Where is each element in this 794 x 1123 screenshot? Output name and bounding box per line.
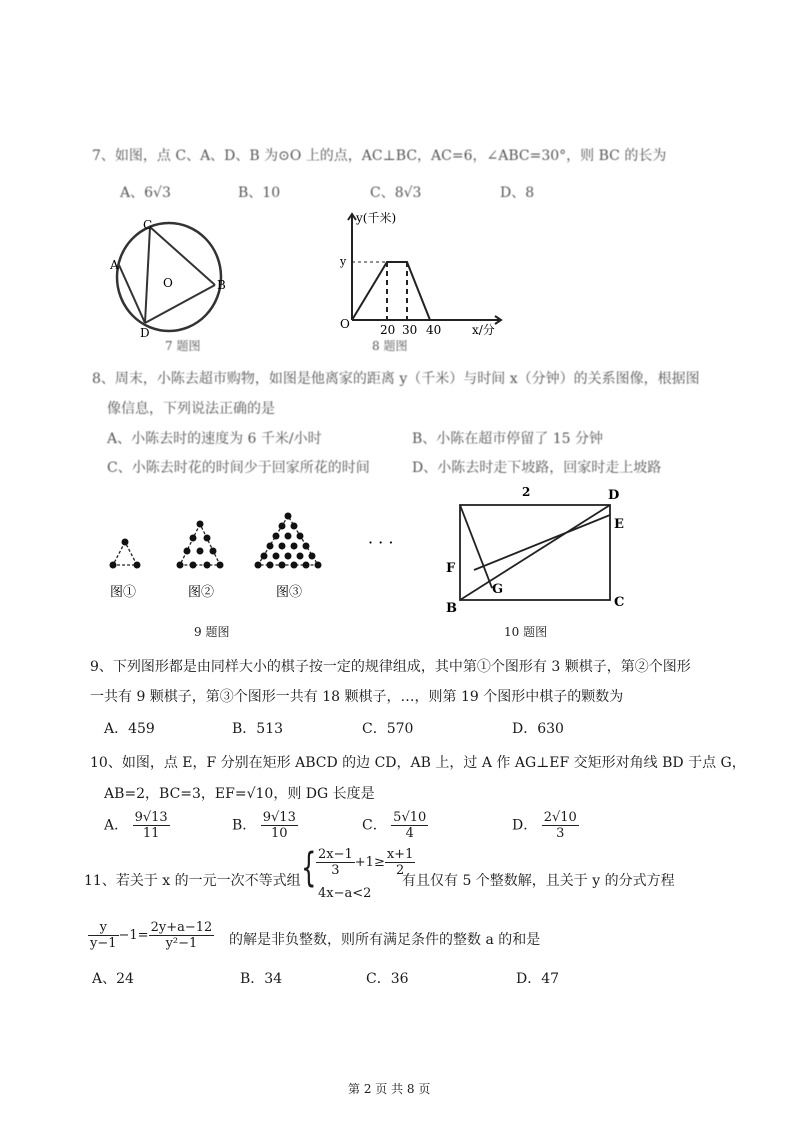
q7-option-c: C、8√3: [370, 185, 422, 201]
q10-label-c: C: [614, 595, 625, 610]
q11-eq-den2: y²−1: [165, 936, 198, 951]
q10-label-d: D: [608, 488, 620, 503]
q8-stem-line1: 8、周末，小陈去超市购物，如图是他离家的距离 y（千米）与时间 x（分钟）的关系图像，根据图: [92, 371, 700, 387]
q7-option-b: B、10: [238, 185, 281, 201]
q11-ineq1-num1: 2x−1: [318, 847, 353, 862]
q10-label-f: F: [446, 561, 456, 576]
q10-option-a-num: 9√13: [134, 810, 168, 825]
q11-brace: {: [301, 845, 317, 891]
q9-label-1: 图①: [110, 585, 137, 600]
q11-ineq1-mid: +1≥: [354, 855, 385, 870]
q11-prefix: 11、若关于 x 的一元一次不等式组: [84, 873, 301, 889]
q11-eq-num2: 2y+a−12: [150, 920, 213, 935]
q7-option-a: A、6√3: [120, 185, 171, 201]
q8-y-tick: y: [340, 255, 347, 268]
q7-stem: 7、如图，点 C、A、D、B 为⊙O 上的点，AC⊥BC，AC=6，∠ABC=30°，则 BC 的长为: [92, 148, 667, 164]
q10-option-d-num: 2√10: [543, 810, 577, 825]
q8-x-tick-20: 20: [380, 323, 396, 337]
q11-ineq1-num2: x+1: [386, 847, 414, 862]
q10-label-g: G: [492, 582, 504, 597]
q10-option-b-den: 10: [271, 826, 288, 841]
q10-option-c: [362, 810, 428, 841]
q10-option-c-letter: C．: [362, 817, 387, 834]
q10-stem-line1: 10、如图，点 E，F 分别在矩形 ABCD 的边 CD，AB 上，过 A 作 AG⊥EF 交矩形对角线 BD 于点 G，: [90, 755, 746, 771]
q11-eq-mid: −1=: [118, 928, 149, 943]
q11-ineq1-den2: 2: [395, 863, 405, 878]
q10-option-d: [512, 810, 579, 841]
page-footer: 第 2 页 共 8 页: [348, 1082, 431, 1096]
q10-label-b: B: [446, 601, 457, 616]
q7-label-o: O: [163, 276, 173, 290]
q11-equation: [88, 920, 214, 951]
q10-option-b: [232, 810, 298, 841]
q9-stem-line2: 一共有 9 颗棋子，第③个图形一共有 18 颗棋子，…，则第 19 个图形中棋子的颗数为: [90, 689, 624, 705]
q9-option-a: A．459: [104, 721, 155, 737]
q10-option-a: [104, 810, 170, 841]
q8-option-d: D、小陈去时走下坡路，回家时走上坡路: [412, 460, 662, 476]
q9-ellipsis: · · ·: [368, 533, 394, 552]
q10-caption: 10 题图: [504, 625, 548, 639]
q11-ineq1-den1: 3: [331, 863, 340, 878]
q8-x-axis-label: x/分: [472, 323, 495, 337]
q8-option-c: C、小陈去时花的时间少于回家所花的时间: [107, 460, 370, 476]
q7-caption: 7 题图: [165, 339, 201, 353]
q8-x-tick-40: 40: [426, 323, 442, 337]
q7-option-d: D、8: [500, 185, 535, 201]
q9-caption: 9 题图: [194, 625, 230, 639]
q10-option-a-letter: A．: [104, 817, 129, 834]
q9-stem-line1: 9、下列图形都是由同样大小的棋子按一定的规律组成，其中第①个图形有 3 颗棋子，第②个图形: [90, 659, 691, 675]
q10-label-top: 2: [522, 485, 531, 499]
q9-figure: [100, 510, 400, 610]
q10-option-c-num: 5√10: [393, 810, 427, 825]
q9-label-2: 图②: [188, 585, 215, 600]
q11-eq-den1: y−1: [90, 936, 117, 951]
q7-label-b: B: [217, 278, 226, 292]
q9-option-d: D．630: [512, 721, 564, 737]
q8-x-tick-30: 30: [402, 323, 418, 337]
q7-label-a: A: [110, 258, 119, 272]
q10-option-a-den: 11: [142, 826, 160, 841]
q8-stem-line2: 像信息，下列说法正确的是: [107, 401, 275, 417]
q10-option-c-den: 4: [405, 826, 414, 841]
q10-label-e: E: [614, 517, 624, 532]
q8-option-a: A、小陈去时的速度为 6 千米/小时: [107, 431, 322, 447]
q11-inequality-2: 4x−a<2: [318, 886, 372, 901]
q10-option-b-num: 9√13: [262, 810, 296, 825]
q7-figure: [105, 215, 235, 345]
q7-label-d: D: [140, 326, 150, 340]
q10-option-d-den: 3: [556, 826, 565, 841]
q11-eq-num1: y: [88, 920, 119, 936]
q10-option-d-letter: D．: [512, 817, 538, 834]
q9-option-c: C．570: [362, 721, 414, 737]
q11-option-c: C．36: [366, 971, 409, 987]
q10-option-b-letter: B．: [232, 817, 257, 834]
q11-inequality-1: [316, 847, 415, 878]
q9-option-b: B．513: [232, 721, 284, 737]
q8-caption: 8 题图: [372, 339, 408, 353]
q8-figure: [330, 210, 510, 340]
q11-option-d: D．47: [516, 971, 560, 987]
q11-option-a: A、24: [92, 971, 134, 987]
q8-y-axis-label: y(千米): [356, 211, 397, 225]
q10-figure: [440, 480, 640, 620]
q11-suffix: 有且仅有 5 个整数解，且关于 y 的分式方程: [402, 873, 675, 889]
q7-label-c: C: [143, 218, 153, 232]
q11-eq-suffix: 的解是非负整数，则所有满足条件的整数 a 的和是: [229, 932, 541, 948]
q9-label-3: 图③: [276, 585, 303, 600]
q11-option-b: B．34: [240, 971, 283, 987]
q10-stem-line2: AB=2，BC=3，EF=√10，则 DG 长度是: [104, 786, 375, 802]
q8-origin: O: [340, 317, 350, 331]
q8-option-b: B、小陈在超市停留了 15 分钟: [412, 431, 604, 447]
